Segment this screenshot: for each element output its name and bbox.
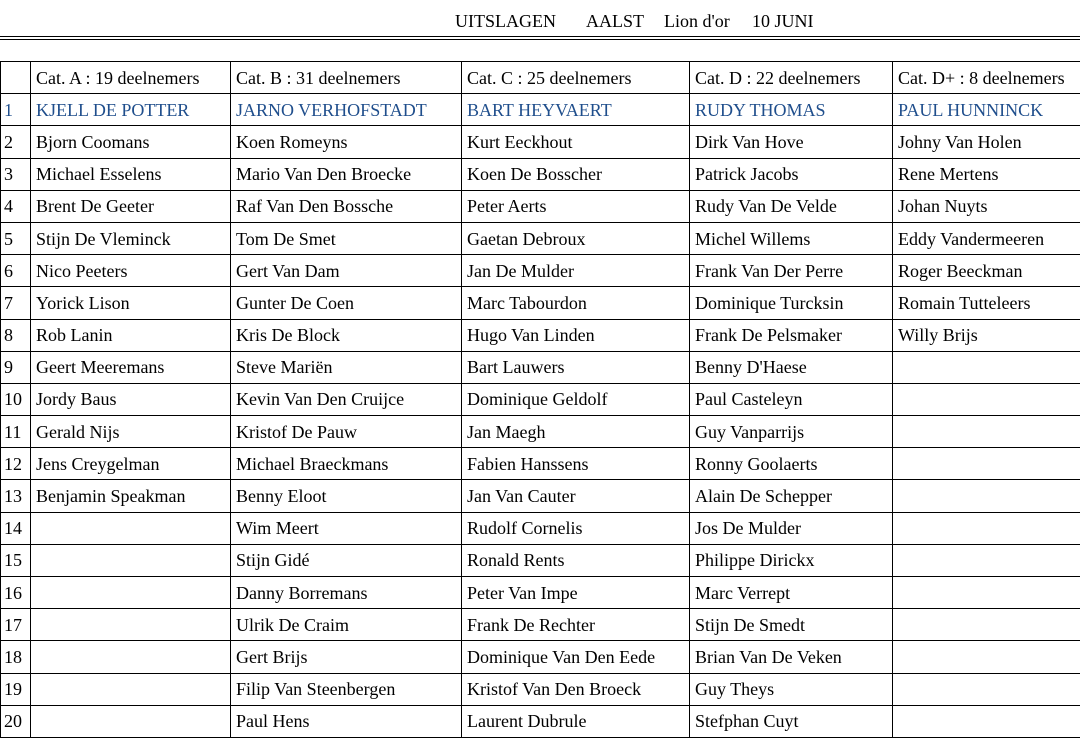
player-name-cell [31,544,231,576]
player-name-cell: Guy Theys [690,673,893,705]
player-name-cell: Eddy Vandermeeren [893,222,1080,254]
player-name-cell [31,641,231,673]
player-name-cell [893,544,1080,576]
player-name-cell [893,416,1080,448]
player-name-cell: Stijn Gidé [231,544,462,576]
table-row [1,126,1080,158]
top-divider-double [0,39,1080,40]
player-name-cell: Geert Meeremans [31,351,231,383]
rank-cell: 1 [1,94,31,126]
category-header-cell: Cat. D+ : 8 deelnemers [893,62,1080,94]
player-name-cell: Michael Braeckmans [231,448,462,480]
player-name-cell: Benny Eloot [231,480,462,512]
player-name-cell: Nico Peeters [31,255,231,287]
player-name-cell: Ronny Goolaerts [690,448,893,480]
player-name-cell [893,512,1080,544]
player-name-cell: Gaetan Debroux [462,222,690,254]
player-name-cell: BART HEYVAERT [462,94,690,126]
player-name-cell: Alain De Schepper [690,480,893,512]
rank-cell: 20 [1,705,31,737]
player-name-cell: Ulrik De Craim [231,609,462,641]
rank-cell: 13 [1,480,31,512]
player-name-cell: Romain Tutteleers [893,287,1080,319]
player-name-cell: Peter Van Impe [462,577,690,609]
title-date: 10 JUNI [752,10,814,32]
player-name-cell: Tom De Smet [231,222,462,254]
player-name-cell: Marc Verrept [690,577,893,609]
rank-cell: 6 [1,255,31,287]
player-name-cell: Brent De Geeter [31,190,231,222]
player-name-cell: Dirk Van Hove [690,126,893,158]
category-header-cell: Cat. C : 25 deelnemers [462,62,690,94]
player-name-cell: Frank De Rechter [462,609,690,641]
title-venue: Lion d'or [664,10,730,32]
table-row [1,544,1080,576]
player-name-cell: Roger Beeckman [893,255,1080,287]
results-table [0,61,1080,738]
player-name-cell [31,705,231,737]
player-name-cell: Stijn De Smedt [690,609,893,641]
player-name-cell: Peter Aerts [462,190,690,222]
player-name-cell: Frank Van Der Perre [690,255,893,287]
table-row [1,158,1080,190]
player-name-cell: Dominique Turcksin [690,287,893,319]
player-name-cell: Raf Van Den Bossche [231,190,462,222]
rank-cell: 9 [1,351,31,383]
top-divider [0,36,1080,37]
table-row [1,287,1080,319]
player-name-cell: Jan De Mulder [462,255,690,287]
player-name-cell: Kris De Block [231,319,462,351]
player-name-cell: KJELL DE POTTER [31,94,231,126]
player-name-cell: Kurt Eeckhout [462,126,690,158]
player-name-cell: Gert Van Dam [231,255,462,287]
player-name-cell: Stijn De Vleminck [31,222,231,254]
player-name-cell: Rob Lanin [31,319,231,351]
player-name-cell: Steve Mariën [231,351,462,383]
rank-cell: 14 [1,512,31,544]
table-row [1,705,1080,737]
rank-cell: 16 [1,577,31,609]
player-name-cell: Kevin Van Den Cruijce [231,383,462,415]
table-row [1,448,1080,480]
category-header-cell: Cat. D : 22 deelnemers [690,62,893,94]
rank-cell: 2 [1,126,31,158]
rank-cell: 19 [1,673,31,705]
player-name-cell: Bjorn Coomans [31,126,231,158]
header-row [1,62,1080,94]
player-name-cell: Willy Brijs [893,319,1080,351]
table-row [1,577,1080,609]
table-row [1,190,1080,222]
rank-cell: 3 [1,158,31,190]
player-name-cell [31,512,231,544]
rank-cell: 17 [1,609,31,641]
player-name-cell: Rudolf Cornelis [462,512,690,544]
player-name-cell [893,383,1080,415]
table-row [1,512,1080,544]
player-name-cell: Michel Willems [690,222,893,254]
table-row [1,673,1080,705]
player-name-cell: Johan Nuyts [893,190,1080,222]
player-name-cell [893,705,1080,737]
player-name-cell [31,577,231,609]
player-name-cell: Gerald Nijs [31,416,231,448]
rank-cell: 5 [1,222,31,254]
player-name-cell [893,448,1080,480]
player-name-cell: PAUL HUNNINCK [893,94,1080,126]
rank-cell: 15 [1,544,31,576]
player-name-cell: RUDY THOMAS [690,94,893,126]
player-name-cell: Laurent Dubrule [462,705,690,737]
player-name-cell: Kristof Van Den Broeck [462,673,690,705]
rank-cell: 18 [1,641,31,673]
player-name-cell: Koen Romeyns [231,126,462,158]
player-name-cell [893,609,1080,641]
player-name-cell: Frank De Pelsmaker [690,319,893,351]
player-name-cell: Marc Tabourdon [462,287,690,319]
player-name-cell: Koen De Bosscher [462,158,690,190]
player-name-cell: Rudy Van De Velde [690,190,893,222]
player-name-cell: Jens Creygelman [31,448,231,480]
player-name-cell: Paul Hens [231,705,462,737]
rank-cell: 12 [1,448,31,480]
table-row [1,383,1080,415]
category-header-cell: Cat. B : 31 deelnemers [231,62,462,94]
table-row [1,609,1080,641]
player-name-cell: Patrick Jacobs [690,158,893,190]
table-row [1,255,1080,287]
table-row [1,641,1080,673]
player-name-cell: Jan Van Cauter [462,480,690,512]
table-row [1,480,1080,512]
table-row [1,351,1080,383]
player-name-cell: Jan Maegh [462,416,690,448]
player-name-cell: Filip Van Steenbergen [231,673,462,705]
player-name-cell [893,577,1080,609]
player-name-cell: Dominique Van Den Eede [462,641,690,673]
player-name-cell [893,480,1080,512]
rank-cell: 7 [1,287,31,319]
player-name-cell: Bart Lauwers [462,351,690,383]
player-name-cell [31,673,231,705]
player-name-cell: Michael Esselens [31,158,231,190]
player-name-cell: Guy Vanparrijs [690,416,893,448]
player-name-cell: Gunter De Coen [231,287,462,319]
title-label: UITSLAGEN [455,10,556,32]
player-name-cell: Fabien Hanssens [462,448,690,480]
player-name-cell [893,641,1080,673]
player-name-cell: Paul Casteleyn [690,383,893,415]
player-name-cell: Benjamin Speakman [31,480,231,512]
player-name-cell: Brian Van De Veken [690,641,893,673]
player-name-cell [31,609,231,641]
rank-cell: 4 [1,190,31,222]
player-name-cell: Jos De Mulder [690,512,893,544]
player-name-cell: Ronald Rents [462,544,690,576]
player-name-cell: JARNO VERHOFSTADT [231,94,462,126]
player-name-cell: Stefphan Cuyt [690,705,893,737]
table-row [1,416,1080,448]
rank-cell: 8 [1,319,31,351]
player-name-cell: Yorick Lison [31,287,231,319]
player-name-cell: Danny Borremans [231,577,462,609]
player-name-cell: Mario Van Den Broecke [231,158,462,190]
table-row [1,222,1080,254]
player-name-cell: Wim Meert [231,512,462,544]
player-name-cell [893,351,1080,383]
player-name-cell: Hugo Van Linden [462,319,690,351]
title-city: AALST [586,10,644,32]
rank-cell: 11 [1,416,31,448]
rank-cell: 10 [1,383,31,415]
category-header-cell: Cat. A : 19 deelnemers [31,62,231,94]
table-row [1,94,1080,126]
player-name-cell: Dominique Geldolf [462,383,690,415]
player-name-cell: Jordy Baus [31,383,231,415]
player-name-cell: Benny D'Haese [690,351,893,383]
player-name-cell: Rene Mertens [893,158,1080,190]
player-name-cell: Philippe Dirickx [690,544,893,576]
player-name-cell: Johny Van Holen [893,126,1080,158]
player-name-cell [893,673,1080,705]
rank-header-cell [1,62,31,94]
player-name-cell: Gert Brijs [231,641,462,673]
player-name-cell: Kristof De Pauw [231,416,462,448]
table-row [1,319,1080,351]
